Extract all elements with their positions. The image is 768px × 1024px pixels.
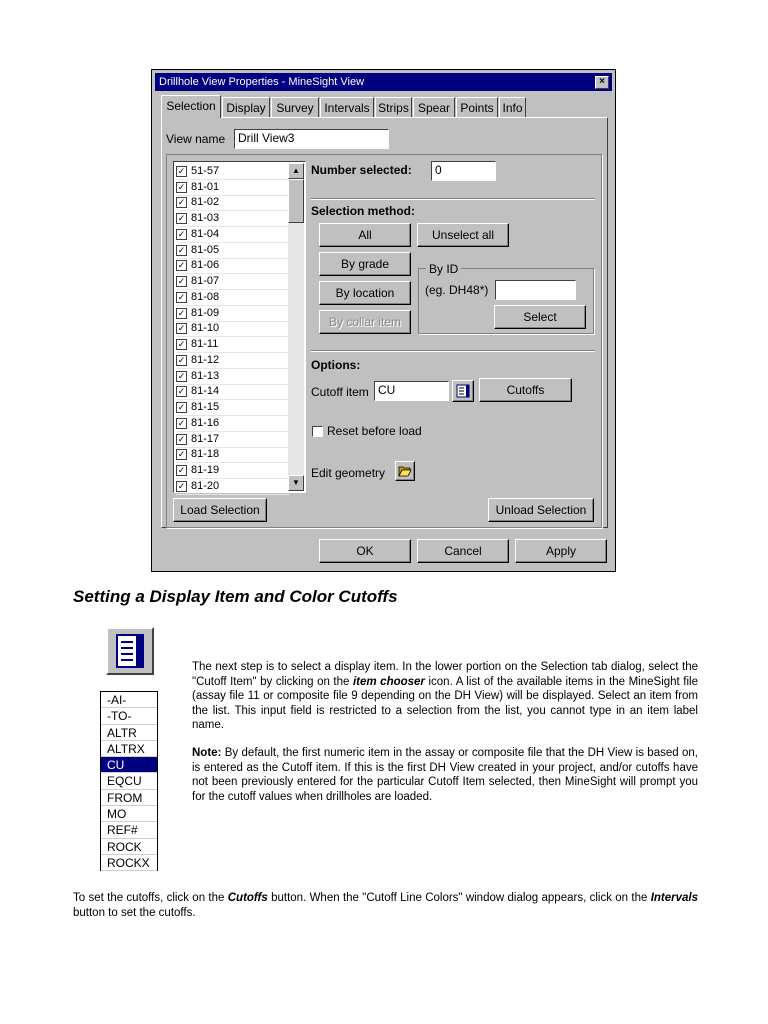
divider [311,350,595,352]
list-item-checkbox[interactable]: ✓ [177,354,186,365]
paragraph-note [192,746,698,804]
view-name-input[interactable]: Drill View3 [234,129,389,149]
reset-before-load-checkbox[interactable] [312,426,323,437]
list-item-checkbox[interactable]: ✓ [177,228,186,239]
tab-strips[interactable]: Strips [375,97,412,117]
edit-geometry-label: Edit geometry [311,466,386,480]
list-item-label: 81-18 [191,448,220,461]
dialog-title-bar[interactable] [155,73,612,91]
list-item-label: 81-06 [191,259,220,272]
tab-display[interactable]: Display [222,97,270,117]
item-chooser-icon [108,629,152,673]
by-id-input[interactable] [495,280,576,300]
list-item-label: 81-04 [191,227,220,240]
list-item-label: 81-15 [191,401,220,414]
list-item-label: 81-03 [191,212,220,225]
para3-emphasis-cutoffs: Cutoffs [227,892,268,904]
cutoff-item-label: Cutoff item [311,385,369,399]
list-item-checkbox[interactable]: ✓ [177,323,186,334]
number-selected-field: 0 [431,161,496,181]
scroll-thumb[interactable] [288,179,304,223]
item-list-entry[interactable]: MO [101,806,157,822]
by-collar-item-button[interactable]: By collar item [319,310,411,334]
edit-geometry-button[interactable] [395,461,415,481]
list-item-label: 81-07 [191,275,220,288]
number-selected-label: Number selected: [311,163,412,177]
list-item-checkbox[interactable]: ✓ [177,165,186,176]
para3-text-4: button to set the cutoffs. [73,906,196,919]
list-item-label: 81-05 [191,243,220,256]
tab-spear[interactable]: Spear [413,97,455,117]
tab-info[interactable]: Info [499,97,526,117]
list-item-label: 81-12 [191,353,220,366]
drillhole-list-rows [176,164,289,495]
load-selection-button[interactable]: Load Selection [173,498,267,522]
para3-emphasis-intervals: Intervals [650,892,698,904]
list-item[interactable] [176,432,289,448]
item-list-entry[interactable]: CU [101,757,157,773]
item-list-entry[interactable]: REF# [101,822,157,838]
list-item-label: 51-57 [191,164,220,177]
para3-text-1: To set the cutoffs, click on the [73,892,228,904]
list-item-label: 81-13 [191,369,220,382]
item-chooser-illustration [106,627,154,675]
list-item-label: 81-01 [191,180,220,193]
list-item-checkbox[interactable]: ✓ [177,307,186,318]
list-item-checkbox[interactable]: ✓ [177,402,186,413]
tab-intervals[interactable]: Intervals [320,97,374,117]
options-label: Options: [311,358,361,372]
note-label: Note: [192,747,222,759]
list-item[interactable] [176,274,289,290]
para1-text-2: icon. A list of the available items in the MineSight file (assay file 11 or composite file 9 depending on the DH View) will be displayed. Select an item from the list. This input field is restricted to a selection from the list, you cannot type in an item label name. [192,675,699,732]
list-item[interactable] [176,180,289,196]
list-item[interactable] [176,369,289,385]
unload-selection-button[interactable]: Unload Selection [488,498,594,522]
list-item[interactable] [176,463,289,479]
all-button[interactable]: All [319,223,411,247]
apply-button[interactable]: Apply [515,539,607,563]
list-item[interactable] [176,353,289,369]
list-item-checkbox[interactable]: ✓ [177,370,186,381]
list-item-checkbox[interactable]: ✓ [177,386,186,397]
item-list-entry[interactable]: -AI- [101,692,157,708]
para1-emphasis: item chooser [352,675,425,688]
tab-points[interactable]: Points [456,97,498,117]
item-list-entry[interactable]: -TO- [101,708,157,724]
list-item[interactable] [176,290,289,306]
paragraph-set-cutoffs [73,891,698,920]
list-item[interactable] [176,448,289,464]
list-item-checkbox[interactable]: ✓ [177,480,186,491]
list-item-checkbox[interactable]: ✓ [177,291,186,302]
list-item-label: 81-11 [191,338,219,351]
by-location-button[interactable]: By location [319,281,411,305]
item-chooser-button[interactable] [452,380,474,402]
list-item[interactable] [176,306,289,322]
list-item[interactable] [176,416,289,432]
unselect-all-button[interactable]: Unselect all [417,223,509,247]
item-list-entry[interactable]: ROCK [101,839,157,855]
divider [311,198,595,200]
cancel-button[interactable]: Cancel [417,539,509,563]
item-list-entry[interactable]: ALTR [101,725,157,741]
list-item-checkbox[interactable]: ✓ [177,417,186,428]
close-icon[interactable]: × [595,76,609,89]
drillhole-list[interactable] [173,161,306,493]
list-item-label: 81-09 [191,306,220,319]
list-item-label: 81-08 [191,290,220,303]
list-item[interactable] [176,400,289,416]
list-item-label: 81-17 [191,432,220,445]
para1-text-1: The next step is to select a display item. In the lower portion on the Selection tab dialog, select the "Cutoff Item" by clicking on the [192,661,698,688]
list-item-checkbox[interactable]: ✓ [177,433,186,444]
list-item[interactable] [176,337,289,353]
list-item-checkbox[interactable]: ✓ [177,197,186,208]
list-item[interactable] [176,196,289,212]
cutoffs-button[interactable]: Cutoffs [479,378,572,402]
scroll-down-icon[interactable]: ▼ [288,475,304,491]
list-item-checkbox[interactable]: ✓ [177,449,186,460]
select-button[interactable]: Select [494,305,586,329]
item-list-entry[interactable]: ROCKX [101,855,157,871]
list-item[interactable] [176,164,289,180]
list-item-checkbox[interactable]: ✓ [177,339,186,350]
item-chooser-list[interactable] [100,691,158,871]
selection-method-label: Selection method: [311,204,416,218]
tab-selection[interactable]: Selection [161,95,221,118]
para3-text-2: button [267,892,304,904]
paragraph-item-chooser [192,660,698,733]
item-list-entry[interactable]: FROM [101,790,157,806]
reset-before-load-label: Reset before load [327,424,422,438]
list-item[interactable] [176,479,289,495]
list-item[interactable] [176,322,289,338]
ok-button[interactable]: OK [319,539,411,563]
list-item-checkbox[interactable]: ✓ [177,260,186,271]
tab-survey[interactable]: Survey [271,97,319,117]
list-item-label: 81-16 [191,416,220,429]
section-heading: Setting a Display Item and Color Cutoffs [73,587,398,606]
list-item-label: 81-19 [191,464,220,477]
para3-text-3: . When the "Cutoff Line Colors" window dialog appears, click on the [303,892,651,904]
list-item-label: 81-02 [191,196,220,209]
list-item-label: 81-20 [191,479,220,492]
list-item[interactable] [176,259,289,275]
list-scrollbar[interactable] [288,163,304,491]
list-item-checkbox[interactable]: ✓ [177,181,186,192]
by-id-label: By ID [426,262,461,276]
list-item-checkbox[interactable]: ✓ [177,213,186,224]
item-chooser-icon [456,384,470,398]
item-list-entry[interactable]: EQCU [101,773,157,789]
folder-open-icon [398,465,412,477]
list-item[interactable] [176,385,289,401]
list-item[interactable] [176,227,289,243]
by-id-example: (eg. DH48*) [425,283,489,297]
dialog-title: Drillhole View Properties - MineSight View [159,76,365,88]
list-item[interactable] [176,243,289,259]
scroll-up-icon[interactable]: ▲ [288,163,304,179]
list-item-label: 81-10 [191,322,220,335]
by-grade-button[interactable]: By grade [319,252,411,276]
cutoff-item-input[interactable]: CU [374,381,449,401]
item-list-entry[interactable]: ALTRX [101,741,157,757]
list-item[interactable] [176,211,289,227]
list-item-checkbox[interactable]: ✓ [177,244,186,255]
view-name-label: View name [166,132,226,146]
list-item-label: 81-14 [191,385,220,398]
list-item-checkbox[interactable]: ✓ [177,465,186,476]
list-item-checkbox[interactable]: ✓ [177,276,186,287]
note-text: By default, the first numeric item in the assay or composite file that the DH View is based on, is entered as the Cutoff item. If this is the first DH View created in your project, and/or cutoffs have not been previously entered for the particular Cutoff Item selected, then MineSight will prompt you for the cutoff values when drillholes are loaded. [192,747,698,803]
